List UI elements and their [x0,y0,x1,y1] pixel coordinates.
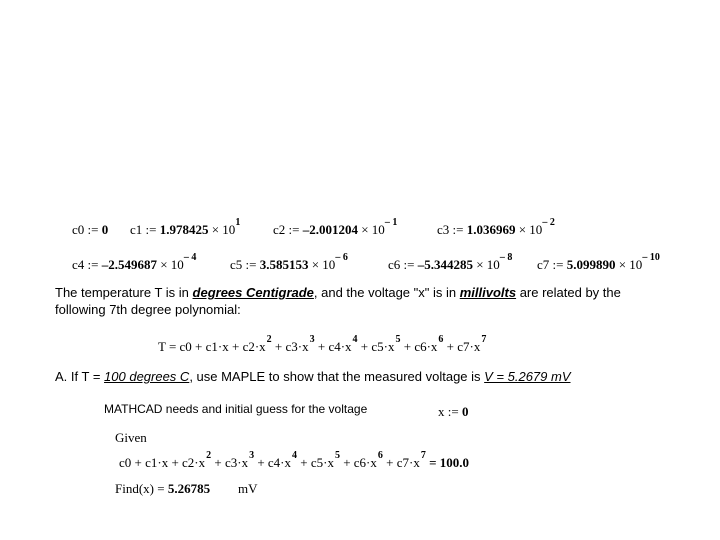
coef-c2-name: c2 := [273,222,300,237]
coef-c1-exp: 1 [235,217,241,228]
coef-c7 [537,252,660,273]
eq-exp: 5 [334,450,340,461]
eq-exp: 6 [377,450,383,461]
intro-line-2: following 7th degree polynomial: [55,302,241,317]
coef-c6-name: c6 := [388,257,415,272]
eq-term: + c6·x [339,455,377,470]
eq-exp: 2 [206,450,212,461]
find-lhs: Find(x) = [115,481,168,496]
coef-c2 [273,217,398,238]
eq-exp: 4 [292,450,298,461]
intro-temp-units: degrees Centigrade [192,285,314,300]
coef-c4 [72,252,197,273]
coef-c1 [130,217,241,238]
coef-c0 [72,222,108,238]
coef-c5-value: 3.585153 [259,257,309,272]
coef-c6-value: –5.344285 [417,257,473,272]
question-middle: , use MAPLE to show that the measured voltage is [189,369,485,384]
coef-c6-times: × 10 [476,257,500,272]
coef-c1-name: c1 := [130,222,157,237]
initial-guess-value: 0 [461,404,469,419]
eq-term: + c4·x [254,455,292,470]
coef-c7-value: 5.099890 [566,257,616,272]
coef-c4-exp: – 4 [183,252,197,263]
find-value: 5.26785 [167,481,211,496]
coef-c7-name: c7 := [537,257,564,272]
coef-c3-value: 1.036969 [466,222,516,237]
given-keyword: Given [115,430,147,445]
given-equation [119,450,469,471]
eq-exp: 3 [249,450,255,461]
coef-c7-exp: – 10 [642,252,660,263]
intro-text-2: , and the voltage "x" is in [313,285,460,300]
coef-c0-name: c0 := [72,222,99,237]
coef-c1-times: × 10 [211,222,236,237]
intro-text-3: are related by the [516,285,621,300]
question-temp: 100 degrees C [104,369,190,384]
coef-c7-times: × 10 [618,257,643,272]
polynomial-equation [158,334,487,355]
poly-term: + c6·x [400,339,438,354]
coef-c5-times: × 10 [311,257,336,272]
poly-exp: 6 [438,334,444,345]
coef-c2-value: –2.001204 [302,222,358,237]
poly-term: + c4·x [314,339,352,354]
eq-term: + c7·x [382,455,420,470]
coef-c2-exp: – 1 [384,217,398,228]
poly-exp: 7 [481,334,487,345]
question-voltage: V = 5.2679 mV [484,369,571,384]
intro-line-1 [55,285,621,300]
coef-c6 [388,252,513,273]
question-prefix: A. If T = [55,369,105,384]
eq-term: c0 + c1·x + c2·x [119,455,206,470]
coef-c3-name: c3 := [437,222,464,237]
eq-term: + c3·x [211,455,249,470]
poly-term: + c3·x [271,339,309,354]
question-a [55,369,571,384]
coef-c5-exp: – 6 [335,252,348,263]
coef-c5-name: c5 := [230,257,257,272]
eq-rhs: = 100.0 [425,455,469,470]
initial-guess [438,404,468,420]
poly-exp: 3 [309,334,315,345]
mathcad-note: MATHCAD needs and initial guess for the voltage [104,402,368,416]
poly-exp: 5 [395,334,401,345]
coef-c5 [230,252,348,273]
coef-c4-times: × 10 [160,257,184,272]
poly-exp: 4 [352,334,358,345]
eq-term: + c5·x [297,455,334,470]
coef-c2-times: × 10 [361,222,385,237]
poly-term: T = c0 + c1·x + c2·x [158,339,266,354]
intro-volt-units: millivolts [459,285,517,300]
intro-text-1: The temperature T is in [55,285,193,300]
coef-c6-exp: – 8 [499,252,513,263]
poly-exp: 2 [266,334,272,345]
coef-c3 [437,217,555,238]
initial-guess-lhs: x := [438,404,462,419]
coef-c0-value: 0 [101,222,109,237]
poly-term: + c5·x [357,339,395,354]
find-result [115,481,210,497]
coef-c4-value: –2.549687 [101,257,157,272]
coef-c4-name: c4 := [72,257,99,272]
coef-c3-times: × 10 [518,222,543,237]
poly-term: + c7·x [443,339,481,354]
find-units: mV [238,481,258,496]
eq-exp: 7 [420,450,426,461]
coef-c3-exp: – 2 [542,217,555,228]
coef-c1-value: 1.978425 [159,222,209,237]
